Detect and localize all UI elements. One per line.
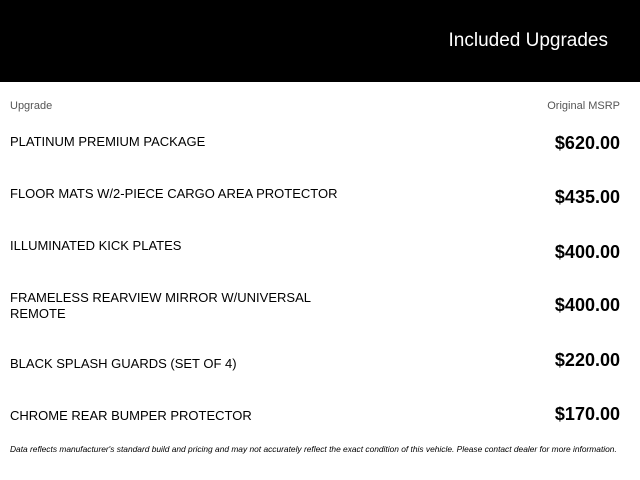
disclaimer-text: Data reflects manufacturer's standard build and pricing and may not accurately reflect the exact condition of this vehicle. Please contact dealer for more information. [10, 444, 617, 454]
upgrade-name: CHROME REAR BUMPER PROTECTOR [10, 408, 252, 423]
column-header-msrp: Original MSRP [547, 100, 620, 112]
upgrade-price: $400.00 [554, 295, 620, 315]
upgrade-name: BLACK SPLASH GUARDS (SET OF 4) [10, 356, 237, 371]
upgrade-price: $620.00 [554, 133, 620, 153]
upgrade-price: $400.00 [554, 242, 620, 262]
page-title: Included Upgrades [448, 30, 608, 51]
upgrade-name: ILLUMINATED KICK PLATES [10, 238, 182, 253]
header-bar [0, 0, 640, 82]
upgrade-name: FRAMELESS REARVIEW MIRROR W/UNIVERSAL REMOTE [10, 290, 311, 321]
upgrade-price: $170.00 [554, 404, 620, 424]
upgrade-name: PLATINUM PREMIUM PACKAGE [10, 134, 206, 149]
upgrade-price: $220.00 [554, 350, 620, 370]
column-header-upgrade: Upgrade [10, 100, 53, 112]
upgrade-price: $435.00 [554, 187, 620, 207]
upgrade-name: FLOOR MATS W/2-PIECE CARGO AREA PROTECTOR [10, 186, 338, 201]
